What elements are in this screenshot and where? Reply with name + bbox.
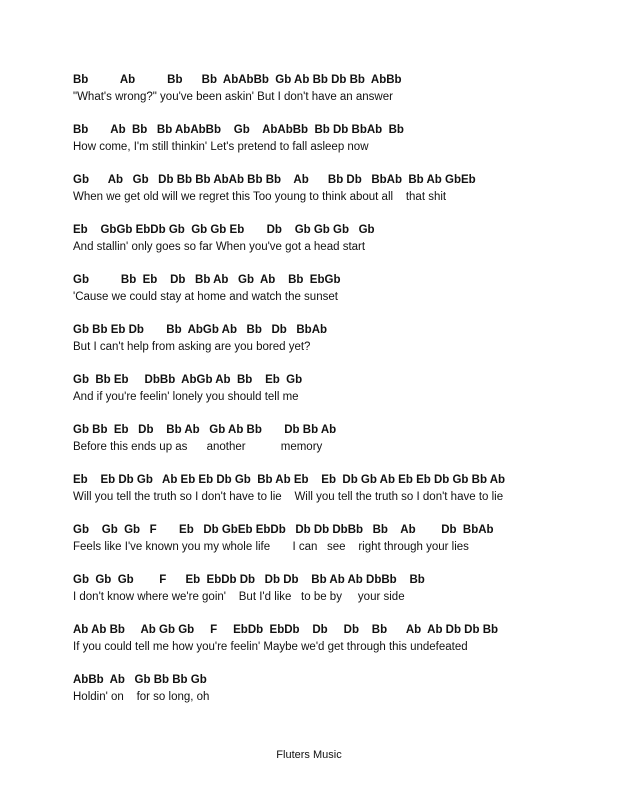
chord-line: Eb GbGb EbDb Gb Gb Gb Eb Db Gb Gb Gb Gb <box>73 224 375 236</box>
chord-line: Gb Gb Gb F Eb EbDb Db Db Db Bb Ab Ab DbBb Bb <box>73 574 425 586</box>
stanza <box>73 322 603 372</box>
stanza <box>73 472 603 522</box>
chord-line: Gb Ab Gb Db Bb Bb AbAb Bb Bb Ab Bb Db BbAb Bb Ab GbEb <box>73 174 476 186</box>
lyric-line: 'Cause we could stay at home and watch the sunset <box>73 291 338 303</box>
chord-line: Gb Gb Gb F Eb Db GbEb EbDb Db Db DbBb Bb Ab Db BbAb <box>73 524 494 536</box>
stanza <box>73 272 603 322</box>
page-footer: Fluters Music <box>276 749 342 761</box>
chord-line: AbBb Ab Gb Bb Bb Gb <box>73 674 207 686</box>
lyric-line: Holdin' on for so long, oh <box>73 691 210 703</box>
chord-line: Bb Ab Bb Bb AbAbBb Gb Ab Bb Db Bb AbBb <box>73 74 402 86</box>
lyric-line: If you could tell me how you're feelin' Maybe we'd get through this undefeated <box>73 641 468 653</box>
lyric-line: And stallin' only goes so far When you've got a head start <box>73 241 366 253</box>
song-sheet <box>73 72 603 722</box>
stanza <box>73 572 603 622</box>
chord-line: Gb Bb Eb Db Bb AbGb Ab Bb Db BbAb <box>73 324 328 336</box>
lyric-line: Feels like I've known you my whole life I can see right through your lies <box>73 541 469 553</box>
lyric-line: I don't know where we're goin' But I'd like to be by your side <box>73 591 405 603</box>
chord-line: Ab Ab Bb Ab Gb Gb F EbDb EbDb Db Db Bb Ab Ab Db Db Bb <box>73 624 499 636</box>
stanza <box>73 422 603 472</box>
stanza <box>73 622 603 672</box>
lyric-line: "What's wrong?" you've been askin' But I don't have an answer <box>73 91 393 103</box>
stanza <box>73 522 603 572</box>
lyric-line: Before this ends up as another memory <box>73 441 323 453</box>
lyric-line: And if you're feelin' lonely you should tell me <box>73 391 299 403</box>
chord-line: Gb Bb Eb DbBb AbGb Ab Bb Eb Gb <box>73 374 303 386</box>
chord-line: Gb Bb Eb Db Bb Ab Gb Ab Bb EbGb <box>73 274 341 286</box>
stanza <box>73 222 603 272</box>
chord-line: Eb Eb Db Gb Ab Eb Eb Db Gb Bb Ab Eb Eb Db Gb Ab Eb Eb Db Gb Bb Ab <box>73 474 506 486</box>
lyric-line: When we get old will we regret this Too young to think about all that shit <box>73 191 447 203</box>
stanza <box>73 72 603 122</box>
stanza <box>73 672 603 722</box>
lyric-line: How come, I'm still thinkin' Let's pretend to fall asleep now <box>73 141 369 153</box>
stanza <box>73 372 603 422</box>
chord-line: Bb Ab Bb Bb AbAbBb Gb AbAbBb Bb Db BbAb Bb <box>73 124 404 136</box>
chord-line: Gb Bb Eb Db Bb Ab Gb Ab Bb Db Bb Ab <box>73 424 337 436</box>
lyric-line: Will you tell the truth so I don't have to lie Will you tell the truth so I don't have to lie <box>73 491 504 503</box>
stanza <box>73 172 603 222</box>
lyric-line: But I can't help from asking are you bored yet? <box>73 341 311 353</box>
stanza <box>73 122 603 172</box>
